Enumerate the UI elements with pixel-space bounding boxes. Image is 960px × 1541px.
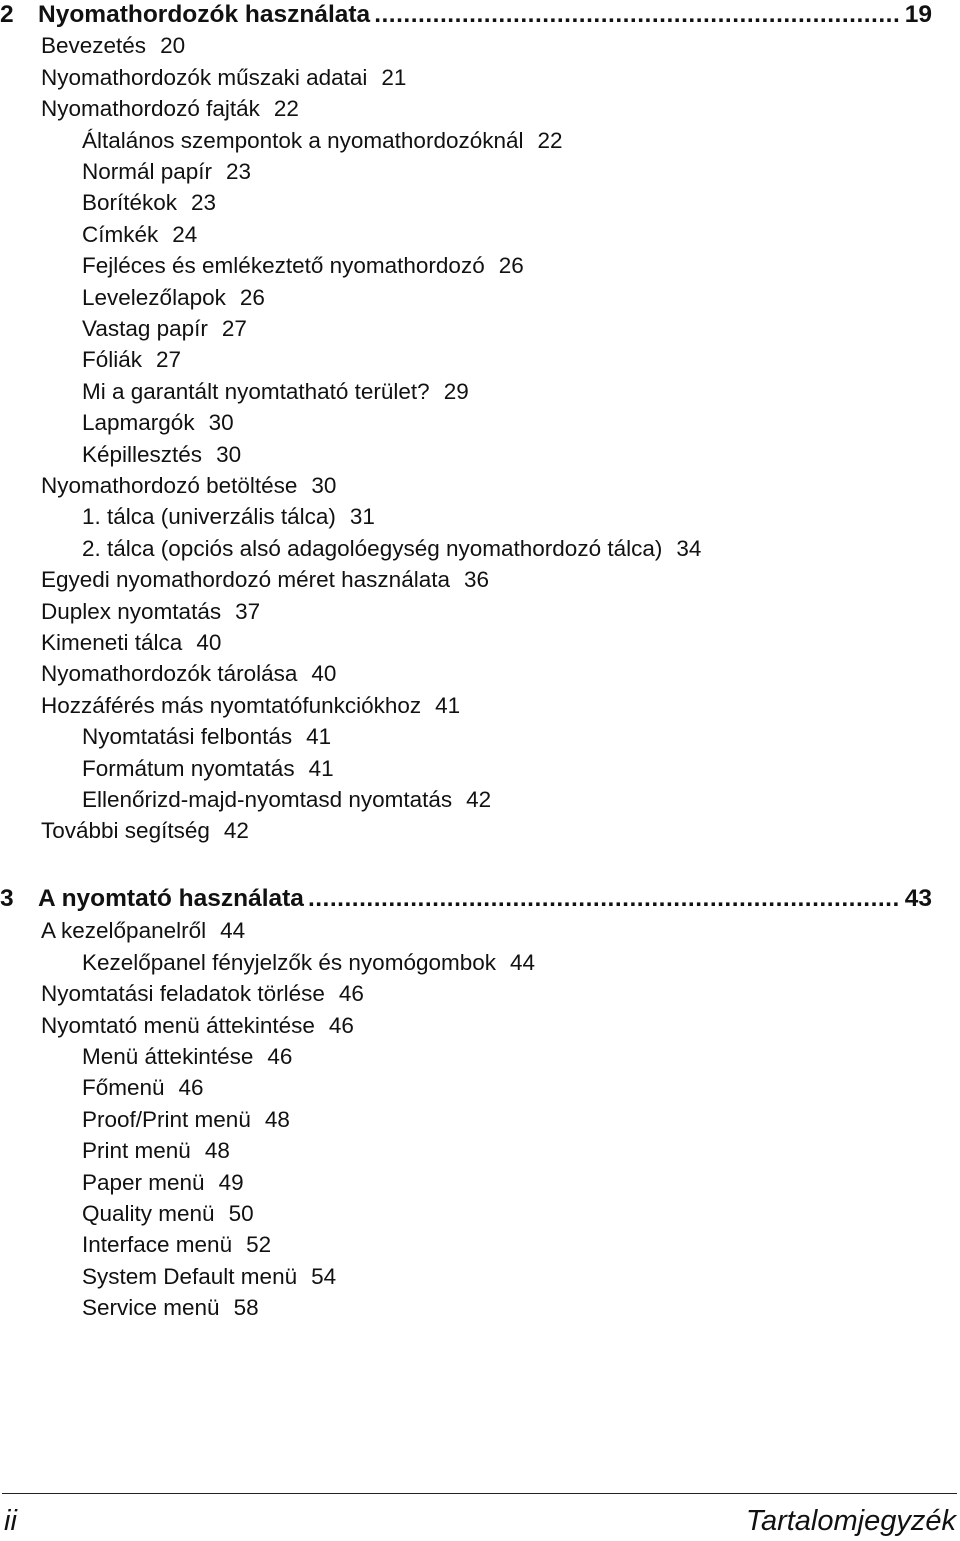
chapter-heading[interactable]	[0, 0, 932, 30]
entry-page-number: 41	[308, 756, 334, 781]
entry-title: Print menü	[82, 1138, 191, 1163]
toc-entry[interactable]	[41, 598, 260, 626]
toc-entry[interactable]	[41, 566, 489, 594]
toc-subentry[interactable]	[82, 1137, 230, 1165]
footer-divider	[2, 1493, 957, 1494]
entry-page-number: 52	[246, 1232, 272, 1257]
entry-page-number: 41	[435, 693, 461, 718]
toc-subentry[interactable]	[82, 786, 491, 814]
toc-entry[interactable]	[41, 64, 406, 92]
toc-subentry[interactable]	[82, 315, 247, 343]
chapter-page-number: 43	[904, 885, 932, 912]
entry-title: Quality menü	[82, 1201, 215, 1226]
entry-title: Nyomathordozó fajták	[41, 96, 260, 121]
entry-title: System Default menü	[82, 1264, 298, 1289]
toc-subentry[interactable]	[82, 221, 197, 249]
entry-title: Általános szempontok a nyomathordozóknál	[82, 128, 524, 153]
toc-subentry[interactable]	[82, 346, 181, 374]
entry-title: Duplex nyomtatás	[41, 599, 222, 624]
entry-page-number: 22	[273, 96, 299, 121]
entry-title: Egyedi nyomathordozó méret használata	[41, 567, 450, 592]
chapter-title: A nyomtató használata	[38, 885, 304, 912]
footer-page-label: ii	[4, 1505, 17, 1537]
toc-entry[interactable]	[41, 32, 185, 60]
entry-page-number: 36	[464, 567, 490, 592]
toc-subentry[interactable]	[82, 409, 234, 437]
toc-subentry[interactable]	[82, 1074, 204, 1102]
toc-subentry[interactable]	[82, 378, 469, 406]
entry-title: Nyomathordozók tárolása	[41, 661, 298, 686]
entry-page-number: 58	[233, 1295, 259, 1320]
entry-title: A kezelőpanelről	[41, 918, 207, 943]
toc-entry[interactable]	[41, 629, 221, 657]
entry-title: Vastag papír	[82, 316, 208, 341]
entry-page-number: 46	[328, 1013, 354, 1038]
toc-entry[interactable]	[41, 660, 336, 688]
toc-entry[interactable]	[41, 917, 245, 945]
dot-leader	[374, 0, 901, 30]
entry-title: Nyomathordozók műszaki adatai	[41, 65, 368, 90]
toc-subentry[interactable]	[82, 127, 563, 155]
toc-subentry[interactable]	[82, 949, 535, 977]
entry-page-number: 26	[498, 253, 524, 278]
toc-subentry[interactable]	[82, 1106, 290, 1134]
entry-title: Levelezőlapok	[82, 285, 226, 310]
toc-subentry[interactable]	[82, 158, 251, 186]
entry-title: Interface menü	[82, 1232, 233, 1257]
entry-page-number: 49	[218, 1170, 244, 1195]
toc-subentry[interactable]	[82, 1200, 254, 1228]
entry-page-number: 20	[160, 33, 186, 58]
entry-page-number: 40	[311, 661, 337, 686]
entry-page-number: 22	[537, 128, 563, 153]
entry-title: Ellenőrizd-majd-nyomtasd nyomtatás	[82, 787, 453, 812]
entry-title: Normál papír	[82, 159, 213, 184]
entry-page-number: 48	[204, 1138, 230, 1163]
entry-title: Mi a garantált nyomtatható terület?	[82, 379, 430, 404]
entry-title: Nyomathordozó betöltése	[41, 473, 298, 498]
entry-title: 2. tálca (opciós alsó adagolóegység nyomathordozó tálca)	[82, 536, 663, 561]
chapter-number: 2	[0, 1, 14, 28]
entry-title: 1. tálca (univerzális tálca)	[82, 504, 336, 529]
entry-title: Nyomtató menü áttekintése	[41, 1013, 315, 1038]
toc-subentry[interactable]	[82, 1263, 336, 1291]
entry-page-number: 27	[156, 347, 182, 372]
entry-title: Nyomtatási feladatok törlése	[41, 981, 325, 1006]
entry-page-number: 30	[216, 442, 242, 467]
entry-page-number: 24	[172, 222, 198, 247]
entry-title: Fóliák	[82, 347, 143, 372]
entry-page-number: 27	[221, 316, 247, 341]
entry-page-number: 37	[235, 599, 261, 624]
entry-page-number: 34	[676, 536, 702, 561]
entry-title: Képillesztés	[82, 442, 203, 467]
entry-page-number: 30	[208, 410, 234, 435]
toc-subentry[interactable]	[82, 1231, 271, 1259]
entry-page-number: 42	[466, 787, 492, 812]
toc-subentry[interactable]	[82, 535, 701, 563]
entry-page-number: 23	[226, 159, 252, 184]
toc-entry[interactable]	[41, 1012, 354, 1040]
entry-page-number: 40	[196, 630, 222, 655]
entry-page-number: 26	[239, 285, 265, 310]
entry-page-number: 48	[264, 1107, 290, 1132]
entry-page-number: 29	[443, 379, 469, 404]
entry-page-number: 46	[267, 1044, 293, 1069]
toc-subentry[interactable]	[82, 189, 216, 217]
chapter-page-number: 19	[904, 1, 932, 28]
entry-title: Proof/Print menü	[82, 1107, 251, 1132]
entry-page-number: 23	[191, 190, 217, 215]
entry-page-number: 50	[228, 1201, 254, 1226]
entry-page-number: 44	[510, 950, 536, 975]
toc-entry[interactable]	[41, 817, 249, 845]
toc-entry[interactable]	[41, 692, 460, 720]
entry-title: Paper menü	[82, 1170, 205, 1195]
toc-subentry[interactable]	[82, 1169, 244, 1197]
toc-entry[interactable]	[41, 980, 364, 1008]
entry-page-number: 46	[338, 981, 364, 1006]
toc-subentry[interactable]	[82, 503, 375, 531]
toc-subentry[interactable]	[82, 252, 524, 280]
entry-page-number: 41	[306, 724, 332, 749]
entry-title: Főmenü	[82, 1075, 165, 1100]
entry-title: Formátum nyomtatás	[82, 756, 295, 781]
chapter-number: 3	[0, 885, 14, 912]
toc-subentry[interactable]	[82, 1043, 292, 1071]
chapter-title: Nyomathordozók használata	[38, 1, 371, 28]
entry-page-number: 30	[311, 473, 337, 498]
toc-entry[interactable]	[41, 472, 336, 500]
entry-title: Nyomtatási felbontás	[82, 724, 293, 749]
entry-title: Hozzáférés más nyomtatófunkciókhoz	[41, 693, 422, 718]
toc-subentry[interactable]	[82, 755, 334, 783]
chapter-heading[interactable]	[0, 884, 932, 914]
dot-leader	[308, 884, 901, 914]
toc-subentry[interactable]	[82, 284, 265, 312]
entry-title: Kimeneti tálca	[41, 630, 183, 655]
entry-title: Bevezetés	[41, 33, 147, 58]
entry-page-number: 31	[349, 504, 375, 529]
entry-title: Címkék	[82, 222, 159, 247]
entry-page-number: 44	[220, 918, 246, 943]
entry-title: Menü áttekintése	[82, 1044, 254, 1069]
entry-title: Kezelőpanel fényjelzők és nyomógombok	[82, 950, 496, 975]
entry-page-number: 21	[381, 65, 407, 90]
entry-page-number: 54	[311, 1264, 337, 1289]
entry-page-number: 46	[178, 1075, 204, 1100]
toc-subentry[interactable]	[82, 723, 331, 751]
footer-section-title: Tartalomjegyzék	[745, 1505, 956, 1537]
toc-entry[interactable]	[41, 95, 299, 123]
entry-title: Borítékok	[82, 190, 178, 215]
toc-subentry[interactable]	[82, 441, 241, 469]
entry-title: Lapmargók	[82, 410, 195, 435]
entry-title: Fejléces és emlékeztető nyomathordozó	[82, 253, 485, 278]
entry-page-number: 42	[223, 818, 249, 843]
entry-title: Service menü	[82, 1295, 220, 1320]
toc-subentry[interactable]	[82, 1294, 259, 1322]
entry-title: További segítség	[41, 818, 210, 843]
